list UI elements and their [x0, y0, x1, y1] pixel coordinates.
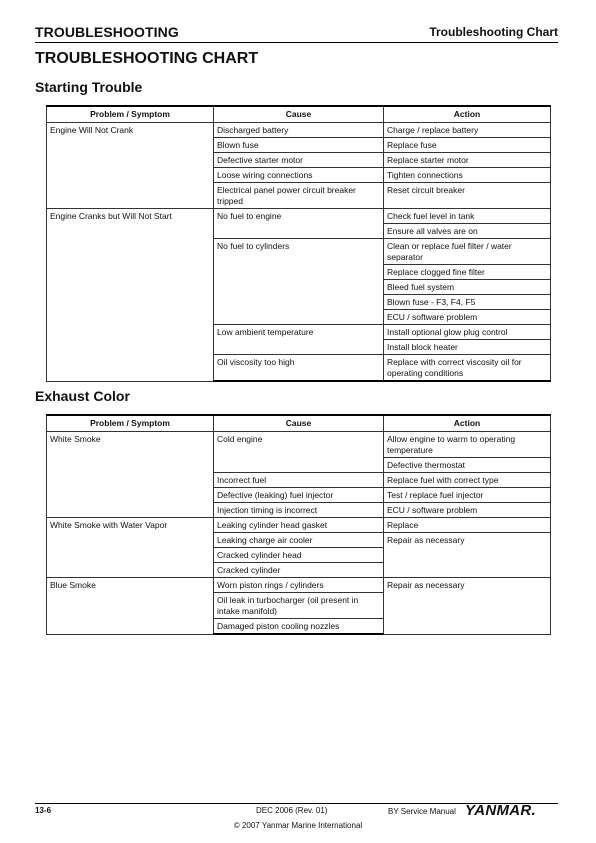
action-cell: Replace starter motor — [384, 153, 551, 168]
yanmar-logo: YANMAR. — [465, 802, 536, 819]
table-row — [47, 518, 551, 533]
cause-cell: Leaking charge air cooler — [214, 533, 384, 548]
cause-cell: No fuel to cylinders — [214, 239, 384, 325]
action-cell: Replace fuel with correct type — [384, 473, 551, 488]
action-cell: Reset circuit breaker — [384, 183, 551, 209]
cause-cell: Oil leak in turbocharger (oil present in intake manifold) — [214, 593, 384, 619]
cause-cell: Low ambient temperature — [214, 325, 384, 355]
action-cell: Repair as necessary — [384, 578, 551, 635]
running-header-chart-name: Troubleshooting Chart — [429, 25, 558, 39]
cause-cell: Leaking cylinder head gasket — [214, 518, 384, 533]
problem-cell: White Smoke with Water Vapor — [47, 518, 214, 578]
cause-cell: Electrical panel power circuit breaker tripped — [214, 183, 384, 209]
cause-cell: Defective starter motor — [214, 153, 384, 168]
problem-cell: Blue Smoke — [47, 578, 214, 635]
action-cell: Defective thermostat — [384, 458, 551, 473]
manual-name: BY Service Manual — [388, 807, 456, 816]
action-cell: Install block heater — [384, 340, 551, 355]
starting-trouble-table — [46, 105, 551, 382]
action-cell: Replace clogged fine filter — [384, 265, 551, 280]
page-number: 13-6 — [35, 806, 52, 815]
cause-cell: Loose wiring connections — [214, 168, 384, 183]
cause-cell: Damaged piston cooling nozzles — [214, 619, 384, 635]
action-cell: Charge / replace battery — [384, 123, 551, 138]
action-cell: Tighten connections — [384, 168, 551, 183]
column-header-cause: Cause — [214, 106, 384, 123]
exhaust-color-table — [46, 414, 551, 635]
action-cell: Install optional glow plug control — [384, 325, 551, 340]
table-row — [47, 578, 551, 593]
action-cell: Repair as necessary — [384, 533, 551, 578]
cause-cell: Worn piston rings / cylinders — [214, 578, 384, 593]
column-header-action: Action — [384, 415, 551, 432]
cause-cell: Incorrect fuel — [214, 473, 384, 488]
action-cell: Ensure all valves are on — [384, 224, 551, 239]
cause-cell: Discharged battery — [214, 123, 384, 138]
cause-cell: No fuel to engine — [214, 209, 384, 239]
action-cell: Check fuel level in tank — [384, 209, 551, 224]
action-cell: ECU / software problem — [384, 503, 551, 518]
table-row — [47, 209, 551, 224]
problem-cell: White Smoke — [47, 432, 214, 518]
column-header-cause: Cause — [214, 415, 384, 432]
column-header-problem: Problem / Symptom — [47, 106, 214, 123]
action-cell: Blown fuse - F3, F4, F5 — [384, 295, 551, 310]
cause-cell: Blown fuse — [214, 138, 384, 153]
cause-cell: Cracked cylinder — [214, 563, 384, 578]
column-header-action: Action — [384, 106, 551, 123]
action-cell: Replace fuse — [384, 138, 551, 153]
action-cell: Bleed fuel system — [384, 280, 551, 295]
header-rule — [35, 42, 558, 43]
copyright: © 2007 Yanmar Marine International — [233, 821, 363, 830]
problem-cell: Engine Cranks but Will Not Start — [47, 209, 214, 382]
action-cell: ECU / software problem — [384, 310, 551, 325]
problem-cell: Engine Will Not Crank — [47, 123, 214, 209]
cause-cell: Cracked cylinder head — [214, 548, 384, 563]
table-header-row — [47, 106, 551, 123]
section-heading-starting: Starting Trouble — [35, 79, 143, 95]
section-heading-exhaust: Exhaust Color — [35, 388, 130, 404]
table-row — [47, 123, 551, 138]
running-header-section: TROUBLESHOOTING — [35, 24, 179, 40]
action-cell: Test / replace fuel injector — [384, 488, 551, 503]
cause-cell: Cold engine — [214, 432, 384, 473]
revision-date: DEC 2006 (Rev. 01) — [256, 806, 328, 815]
cause-cell: Oil viscosity too high — [214, 355, 384, 382]
table-row — [47, 432, 551, 458]
table-header-row — [47, 415, 551, 432]
cause-cell: Defective (leaking) fuel injector — [214, 488, 384, 503]
action-cell: Allow engine to warm to operating temperature — [384, 432, 551, 458]
page-title: TROUBLESHOOTING CHART — [35, 50, 259, 67]
action-cell: Replace — [384, 518, 551, 533]
column-header-problem: Problem / Symptom — [47, 415, 214, 432]
cause-cell: Injection timing is incorrect — [214, 503, 384, 518]
action-cell: Replace with correct viscosity oil for operating conditions — [384, 355, 551, 382]
action-cell: Clean or replace fuel filter / water separator — [384, 239, 551, 265]
